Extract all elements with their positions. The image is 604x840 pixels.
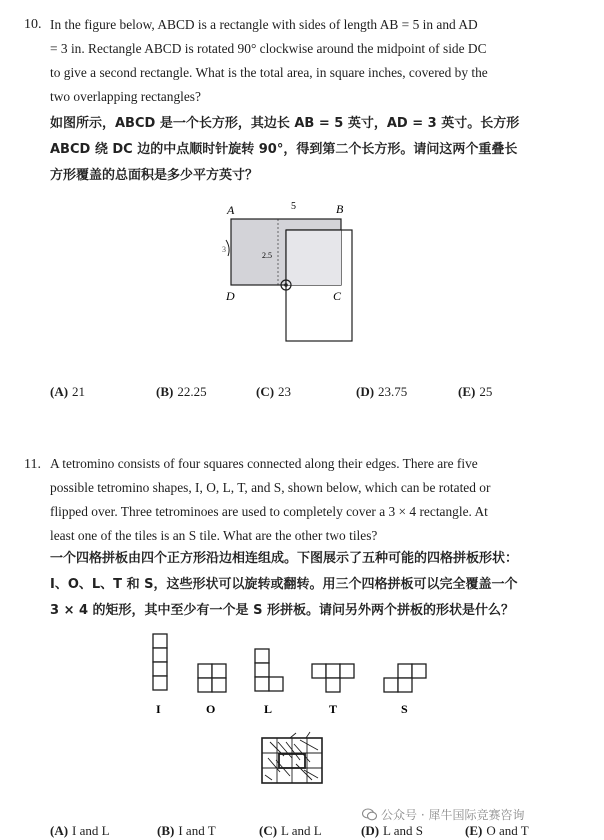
- choice-c[interactable]: (C) L and L: [259, 823, 322, 838]
- choice-a[interactable]: (A) 21: [50, 384, 86, 399]
- shape-label-t: T: [329, 702, 338, 716]
- text-line: I、O、L、T 和 S，这些形状可以旋转或翻转。用三个四格拼板可以完全覆盖一个: [50, 577, 518, 592]
- text-line: ABCD 绕 DC 边的中点顺时针旋转 90°，得到第二个长方形。请问这两个重叠长: [50, 142, 518, 157]
- choice-b[interactable]: (B) 22.25: [156, 384, 207, 399]
- wechat-watermark: [362, 806, 524, 823]
- text-line: 一个四格拼板由四个正方形沿边相连组成。下图展示了五种可能的四格拼板形状：: [50, 551, 519, 566]
- text-line: flipped over. Three tetrominoes are used to completely cover a 3 × 4 rectangle. At: [50, 504, 488, 519]
- shape-label-l: L: [264, 702, 273, 716]
- handwritten-note: 3: [222, 245, 226, 254]
- handwritten-note: 5: [291, 201, 296, 212]
- text-line: two overlapping rectangles?: [50, 89, 201, 104]
- text-line: to give a second rectangle. What is the total area, in square inches, covered by the: [50, 65, 488, 80]
- text-line: 方形覆盖的总面积是多少平方英寸？: [50, 168, 259, 183]
- problem-number: 10.: [24, 17, 42, 32]
- t-tetromino: [312, 664, 354, 692]
- problem-text-zh: [50, 111, 570, 189]
- o-tetromino: [198, 664, 226, 692]
- vertex-label-a: A: [227, 203, 235, 217]
- vertex-label-d: D: [226, 289, 235, 303]
- wechat-icon: [362, 808, 377, 821]
- problem-text-zh: [50, 546, 570, 624]
- rectangle-rotation-figure: [0, 192, 604, 362]
- choice-d[interactable]: (D) L and S: [361, 823, 424, 838]
- choice-e[interactable]: (E) O and T: [465, 823, 529, 838]
- l-tetromino: [255, 649, 283, 691]
- text-line: 3 × 4 的矩形，其中至少有一个是 S 形拼板。请问另外两个拼板的形状是什么？: [50, 603, 514, 618]
- choice-d[interactable]: (D) 23.75: [356, 384, 408, 399]
- problem-text-en: [50, 13, 570, 109]
- text-line: 如图所示，ABCD 是一个长方形，其边长 AB = 5 英寸，AD = 3 英寸。长方形: [50, 116, 520, 131]
- shape-label-i: I: [156, 702, 161, 716]
- text-line: A tetromino consists of four squares connected along their edges. There are five: [50, 456, 478, 471]
- choice-c[interactable]: (C) 23: [256, 384, 292, 399]
- i-tetromino: [153, 634, 167, 690]
- tetromino-shapes: [0, 628, 604, 718]
- text-line: least one of the tiles is an S tile. What are the other two tiles?: [50, 528, 378, 543]
- tiling-sketch: [0, 730, 604, 800]
- choice-b[interactable]: (B) I and T: [157, 823, 216, 838]
- handwritten-note: 2.5: [262, 251, 272, 260]
- text-line: In the figure below, ABCD is a rectangle with sides of length AB = 5 in and AD: [50, 17, 478, 32]
- shape-label-o: O: [206, 702, 216, 716]
- text-line: = 3 in. Rectangle ABCD is rotated 90° clockwise around the midpoint of side DC: [50, 41, 487, 56]
- overlap-region: [286, 230, 341, 285]
- choice-a[interactable]: (A) I and L: [50, 823, 110, 838]
- s-tetromino: [384, 664, 426, 692]
- watermark-text: 公众号 · 犀牛国际竞赛咨询: [381, 808, 525, 822]
- text-line: possible tetromino shapes, I, O, L, T, and S, shown below, which can be rotated or: [50, 480, 491, 495]
- vertex-label-b: B: [336, 202, 344, 216]
- vertex-label-c: C: [333, 289, 342, 303]
- problem-text-en: [50, 452, 570, 548]
- problem-number: 11.: [24, 457, 41, 472]
- shape-label-s: S: [401, 702, 408, 716]
- choice-e[interactable]: (E) 25: [458, 384, 493, 399]
